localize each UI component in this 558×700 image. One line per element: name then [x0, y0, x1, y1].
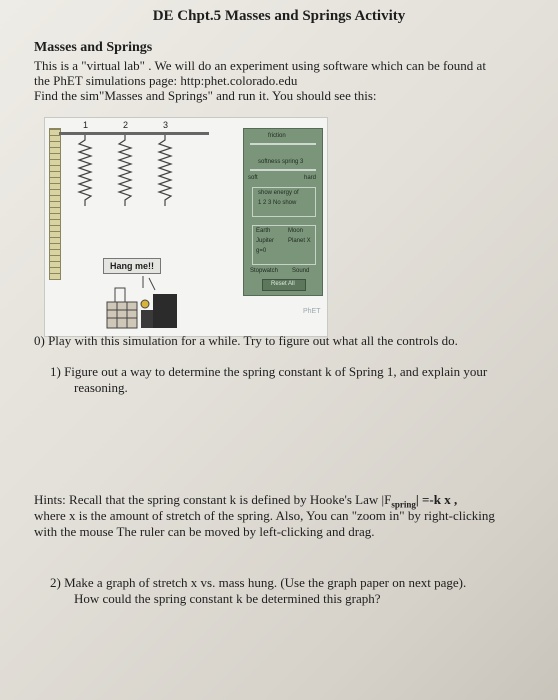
panel-energy: show energy of: [258, 190, 299, 196]
phet-logo: PhET: [303, 308, 321, 315]
panel-reset-all: Reset All: [271, 281, 295, 287]
hint-line-1: [34, 492, 457, 510]
reset-all-button: [262, 279, 306, 291]
panel-hard: hard: [304, 175, 317, 181]
intro-line-2: the PhET simulations page: http:phet.colorado.edu: [34, 73, 298, 88]
panel-stopwatch: Stopwatch: [250, 268, 279, 274]
hint-line-2: where x is the amount of stretch of the spring. Also, You can "zoom in" by right-clicking: [34, 508, 495, 523]
panel-planet-x: Planet X: [288, 238, 311, 244]
friction-slider: [250, 143, 316, 145]
panel-moon: Moon: [288, 228, 304, 234]
panel-soft: soft: [248, 175, 258, 181]
question-0: 0) Play with this simulation for a while. Try to figure out what all the controls do.: [34, 333, 458, 348]
question-1-line-1: 1) Figure out a way to determine the spring constant k of Spring 1, and explain your: [50, 364, 488, 379]
panel-earth: Earth: [256, 228, 271, 234]
spring-1: [79, 135, 91, 206]
panel-g0: g=0: [256, 248, 267, 254]
page-title: DE Chpt.5 Masses and Springs Activity: [152, 8, 406, 24]
hang-me-label: Hang me!!: [103, 258, 161, 274]
control-panel: [243, 128, 323, 296]
section-heading: Masses and Springs: [34, 40, 153, 55]
springs-drawing: [45, 118, 245, 336]
intro-line-3: Find the sim"Masses and Springs" and run it. You should see this:: [34, 88, 377, 103]
spring-number-1: 1: [83, 120, 89, 130]
mass-hook-left: [115, 288, 125, 302]
question-1-line-2: reasoning.: [74, 380, 128, 395]
panel-friction: friction: [268, 133, 286, 139]
softness-slider: [250, 169, 316, 171]
panel-softness: softness spring 3: [258, 159, 304, 165]
question-2-line-2: How could the spring constant k be determined this graph?: [74, 591, 381, 606]
hint-subscript: spring: [391, 499, 416, 510]
spring-2: [119, 135, 131, 206]
panel-energy-options: 1 2 3 No show: [258, 200, 297, 206]
spring-number-2: 2: [123, 120, 129, 130]
panel-jupiter: Jupiter: [256, 238, 275, 244]
intro-line-1: This is a "virtual lab" . We will do an experiment using software which can be found at: [34, 58, 486, 73]
hint-equation: | =-k x ,: [415, 492, 458, 507]
spring-3: [159, 135, 171, 206]
mass-weight-round: [141, 300, 149, 308]
simulation-screenshot: [44, 117, 328, 337]
mass-block-right: [153, 294, 177, 328]
question-2-line-1: 2) Make a graph of stretch x vs. mass hung. (Use the graph paper on next page).: [50, 575, 467, 590]
hint-line-3: with the mouse The ruler can be moved by left-clicking and drag.: [34, 524, 375, 539]
panel-sound: Sound: [292, 268, 310, 274]
spring-number-3: 3: [163, 120, 169, 130]
mass-block-small: [141, 310, 153, 328]
hint-text: Hints: Recall that the spring constant k is defined by Hooke's Law |F: [34, 492, 392, 507]
mass-stack-left: [107, 302, 137, 328]
